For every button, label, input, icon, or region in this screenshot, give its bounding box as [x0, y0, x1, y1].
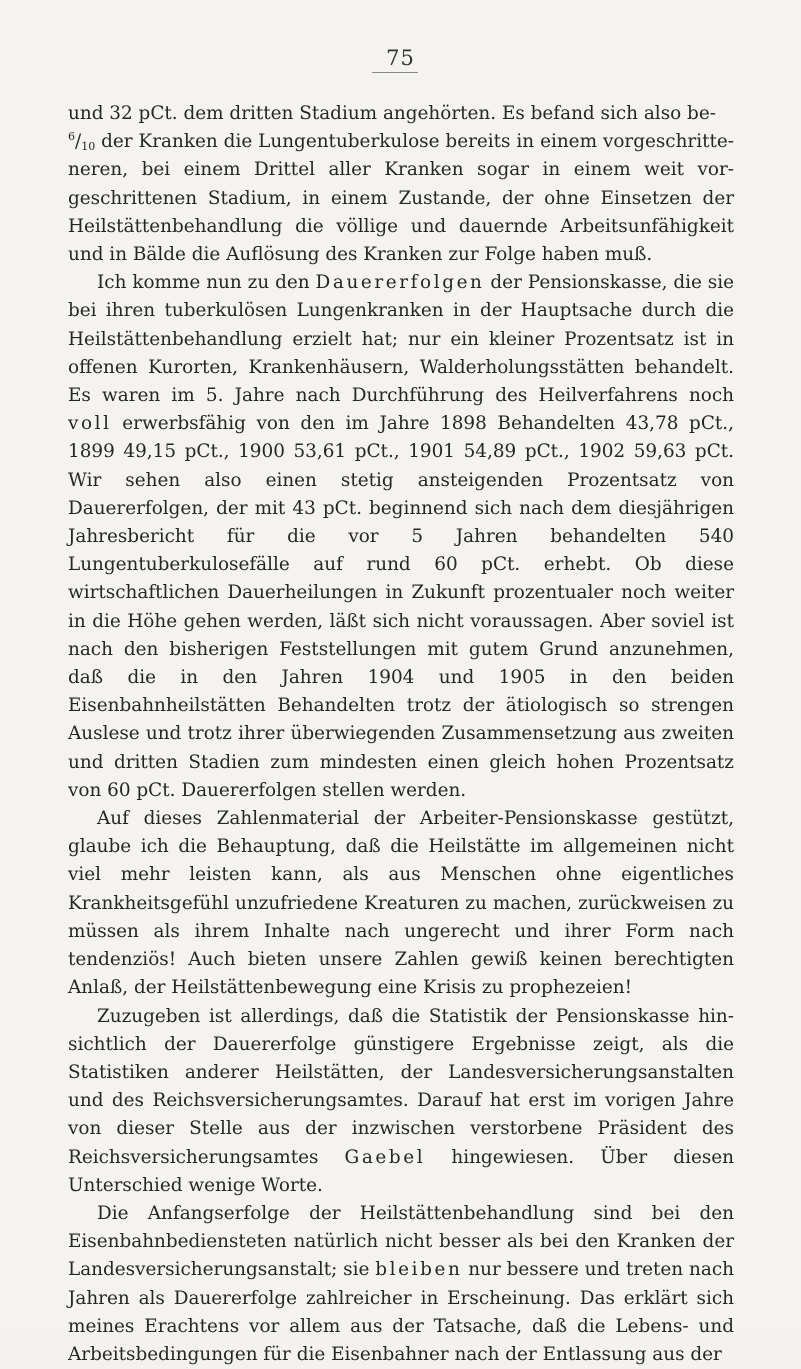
paragraph-1-text-start: und 32 pCt. dem dritten Stadium angehörten. Es befand sich also be- [68, 103, 716, 124]
paragraph-5-text-start: Die Anfangserfolge der Heilstättenbehandlung sind bei den Eisenbahnbediensteten natürlich nicht besser als bei den Kranken der Landesversicherungsanstalt; sie [68, 1202, 734, 1281]
page-number-underline [372, 72, 418, 73]
paragraph-2 [68, 269, 734, 805]
emphasis-dauererfolgen: Dauererfolgen [315, 272, 485, 294]
fraction-denominator: 10 [81, 140, 96, 154]
paragraph-2-text-middle: der Pensionskasse, die sie bei ihren tuberkulösen Lungenkranken in der Hauptsache durch die Heilstättenbehandlung erzielt hat; nur ein kleiner Prozentsatz ist in offenen Kurorten, Krankenhäusern, Walderholungsstätten behandelt. Es waren im 5. Jahre nach Durchführung des Heilverfahrens noch [68, 272, 735, 407]
fraction-slash: / [75, 131, 82, 153]
paragraph-1 [68, 100, 734, 269]
paragraph-4-text-end: hingewiesen. Über diesen Unterschied wenige Worte. [68, 1146, 734, 1196]
emphasis-bleiben: bleiben [375, 1259, 463, 1281]
paragraph-5-text-end: nur bessere und treten nach Jahren als Dauererfolge zahlreicher in Erscheinung. Das erklärt sich meines Erachtens vor allem aus der Tatsache, daß die Lebens- und Arbeitsbedingungen für die Eisenbahner nach der Entlassung aus der [68, 1259, 734, 1365]
paragraph-3: Auf dieses Zahlenmaterial der Arbeiter-Pensionskasse gestützt, glaube ich die Behauptung, daß die Heilstätte im allgemeinen nicht viel mehr leisten kann, als aus Menschen ohne eigentliches Krankheitsgefühl unzufriedene Kreaturen zu machen, zurückweisen zu müssen als ihrem Inhalte nach ungerecht und ihrer Form nach tendenziös! Auch bieten unsere Zahlen gewiß keinen berechtigten Anlaß, der Heilstättenbewegung eine Krisis zu prophezeien! [68, 808, 734, 999]
page-number: 75 [386, 46, 415, 70]
paragraph-2-text-start: Ich komme nun zu den [97, 272, 316, 294]
paragraph-5 [68, 1200, 734, 1369]
fraction-numerator: 6 [68, 130, 75, 144]
paragraph-4 [68, 1003, 734, 1200]
body-text [68, 100, 734, 1369]
paragraph-4-text-start: Zuzugeben ist allerdings, daß die Statistik der Pensionskasse hinsichtlich der Dauererfolge günstigere Ergebnisse zeigt, als die Statistiken anderer Heilstätten, der Landesversicherungsanstalten und des Reichsversicherungsamtes. Darauf hat erst im vorigen Jahre von dieser Stelle aus der inzwischen verstorbene Präsident des Reichsversicherungsamtes [68, 1005, 734, 1168]
emphasis-voll: voll [68, 413, 112, 435]
paragraph-2-text-end: erwerbsfähig von den im Jahre 1898 Behandelten 43,78 pCt., 1899 49,15 pCt., 1900 53,61 pCt., 1901 54,89 pCt., 1902 59,63 pCt. Wir sehen also einen stetig ansteigenden Prozentsatz von Dauererfolgen, der mit 43 pCt. beginnend sich nach dem diesjährigen Jahresbericht für die vor 5 Jahren behandelten 540 Lungentuberkulosefälle auf rund 60 pCt. erhebt. Ob diese wirtschaftlichen Dauerheilungen in Zukunft prozentualer noch weiter in die Höhe gehen werden, läßt sich nicht voraussagen. Aber soviel ist nach den bisherigen Feststellungen mit gutem Grund anzunehmen, daß die in den Jahren 1904 und 1905 in den beiden Eisenbahnheilstätten Behandelten trotz der ätiologisch so strengen Auslese und trotz ihrer überwiegenden Zusammensetzung aus zweiten und dritten Stadien zum mindesten einen gleich hohen Prozentsatz von 60 pCt. Dauererfolgen stellen werden. [68, 413, 734, 801]
emphasis-gaebel: Gaebel [344, 1146, 426, 1168]
paragraph-1-text-end: der Kranken die Lungentuberkulose bereits in einem vorgeschritteneren, bei einem Drittel aller Kranken sogar in einem weit vorgeschrittenen Stadium, in einem Zustande, der ohne Einsetzen der Heilstättenbehandlung die völlige und dauernde Arbeitsunfähigkeit und in Bälde die Auflösung des Kranken zur Folge haben muß. [68, 131, 734, 266]
